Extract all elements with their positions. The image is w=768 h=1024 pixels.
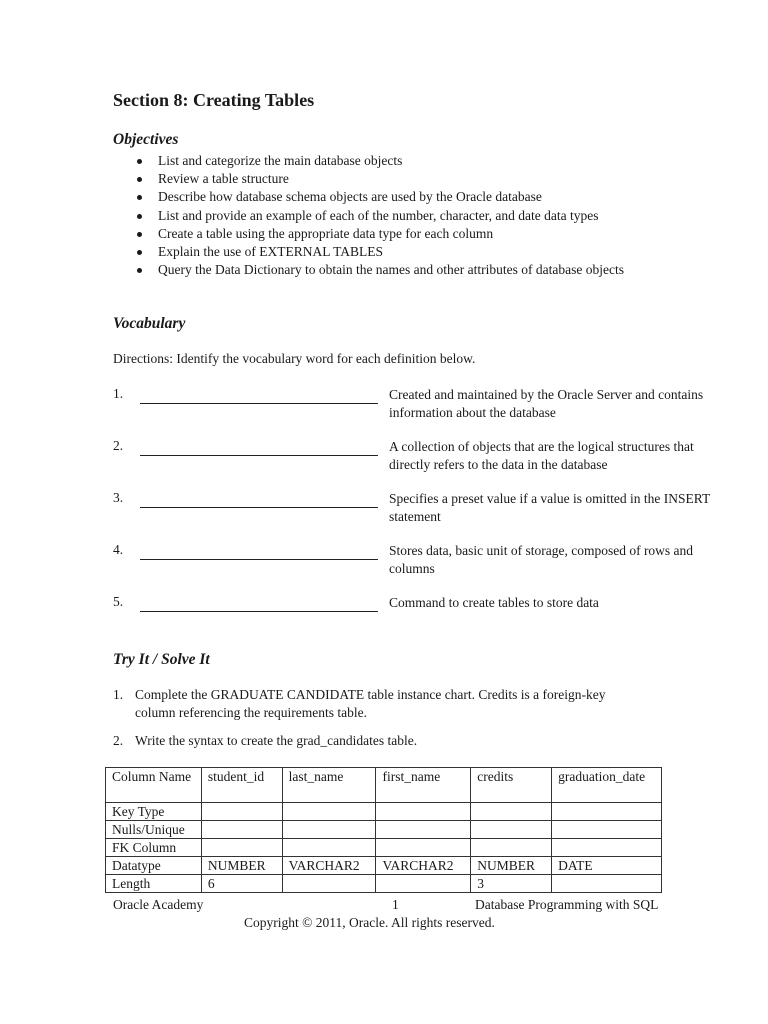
- vocab-number: 1.: [113, 386, 124, 401]
- table-cell[interactable]: [376, 803, 471, 821]
- answer-blank[interactable]: [140, 594, 378, 612]
- table-row: [106, 875, 662, 893]
- row-header: Nulls/Unique: [106, 821, 202, 839]
- vocab-number: 3.: [113, 490, 124, 505]
- row-header: Column Name: [106, 768, 202, 803]
- footer-left: Oracle Academy: [113, 897, 204, 912]
- row-header: Key Type: [106, 803, 202, 821]
- copyright: Copyright © 2011, Oracle. All rights reserved.: [244, 915, 495, 930]
- row-header: FK Column: [106, 839, 202, 857]
- task-number: 2.: [113, 733, 124, 748]
- table-cell[interactable]: [471, 839, 552, 857]
- column-name-cell: last_name: [282, 768, 376, 803]
- row-header: Length: [106, 875, 202, 893]
- table-cell[interactable]: [552, 821, 662, 839]
- table-cell[interactable]: [376, 821, 471, 839]
- table-cell[interactable]: [282, 821, 376, 839]
- vocab-definition: Command to create tables to store data: [389, 595, 599, 610]
- table-cell: NUMBER: [201, 857, 282, 875]
- answer-blank[interactable]: [140, 438, 378, 456]
- table-row: [106, 857, 662, 875]
- table-cell: DATE: [552, 857, 662, 875]
- objective-item: List and categorize the main database objects: [137, 152, 657, 170]
- column-name-cell: first_name: [376, 768, 471, 803]
- table-cell[interactable]: [376, 875, 471, 893]
- table-cell[interactable]: [282, 875, 376, 893]
- footer-right: Database Programming with SQL: [475, 897, 659, 912]
- vocabulary-heading: Vocabulary: [113, 315, 186, 332]
- vocab-definition: Created and maintained by the Oracle Server and contains information about the database: [389, 387, 704, 420]
- objectives-heading: Objectives: [113, 131, 179, 148]
- column-name-cell: credits: [471, 768, 552, 803]
- objective-item: Query the Data Dictionary to obtain the names and other attributes of database objects: [137, 261, 638, 279]
- table-cell[interactable]: [552, 803, 662, 821]
- objective-item: Create a table using the appropriate data type for each column: [137, 225, 657, 243]
- table-cell[interactable]: [552, 839, 662, 857]
- table-cell: 6: [201, 875, 282, 893]
- table-cell: VARCHAR2: [376, 857, 471, 875]
- page-title: Section 8: Creating Tables: [113, 90, 315, 110]
- answer-blank[interactable]: [140, 542, 378, 560]
- answer-blank[interactable]: [140, 490, 378, 508]
- task-item: [113, 732, 653, 750]
- try-it-heading: Try It / Solve It: [113, 651, 210, 668]
- table-cell[interactable]: [471, 821, 552, 839]
- table-row: [106, 821, 662, 839]
- column-name-cell: graduation_date: [552, 768, 662, 803]
- table-cell[interactable]: [552, 875, 662, 893]
- vocab-number: 2.: [113, 438, 124, 453]
- vocab-definition: Stores data, basic unit of storage, composed of rows and columns: [389, 543, 694, 576]
- table-cell[interactable]: [471, 803, 552, 821]
- table-instance-chart: [105, 767, 662, 893]
- page-number: 1: [392, 897, 399, 912]
- answer-blank[interactable]: [140, 386, 378, 404]
- table-cell[interactable]: [282, 803, 376, 821]
- table-row: [106, 803, 662, 821]
- table-cell: 3: [471, 875, 552, 893]
- task-text: Write the syntax to create the grad_candidates table.: [135, 733, 418, 748]
- table-cell[interactable]: [201, 839, 282, 857]
- vocab-number: 5.: [113, 594, 124, 609]
- objective-item: List and provide an example of each of the number, character, and date data types: [137, 207, 657, 225]
- row-header: Datatype: [106, 857, 202, 875]
- column-name-cell: student_id: [201, 768, 282, 803]
- table-row: [106, 768, 662, 803]
- vocab-definition: Specifies a preset value if a value is omitted in the INSERT statement: [389, 491, 710, 524]
- table-cell[interactable]: [201, 821, 282, 839]
- objective-item: Explain the use of EXTERNAL TABLES: [137, 243, 657, 261]
- table-cell: NUMBER: [471, 857, 552, 875]
- table-row: [106, 839, 662, 857]
- table-cell[interactable]: [201, 803, 282, 821]
- objectives-list: [137, 152, 657, 279]
- vocab-number: 4.: [113, 542, 124, 557]
- task-number: 1.: [113, 687, 124, 702]
- objective-item: Review a table structure: [137, 170, 657, 188]
- vocabulary-directions: Directions: Identify the vocabulary word for each definition below.: [113, 351, 476, 366]
- task-text: Complete the GRADUATE CANDIDATE table instance chart. Credits is a foreign-key column referencing the requirements table.: [135, 687, 606, 720]
- vocab-definition: A collection of objects that are the logical structures that directly refers to the data in the database: [389, 439, 694, 472]
- table-cell: VARCHAR2: [282, 857, 376, 875]
- task-item: [113, 686, 653, 721]
- objective-item: Describe how database schema objects are used by the Oracle database: [137, 188, 657, 206]
- table-cell[interactable]: [376, 839, 471, 857]
- table-cell[interactable]: [282, 839, 376, 857]
